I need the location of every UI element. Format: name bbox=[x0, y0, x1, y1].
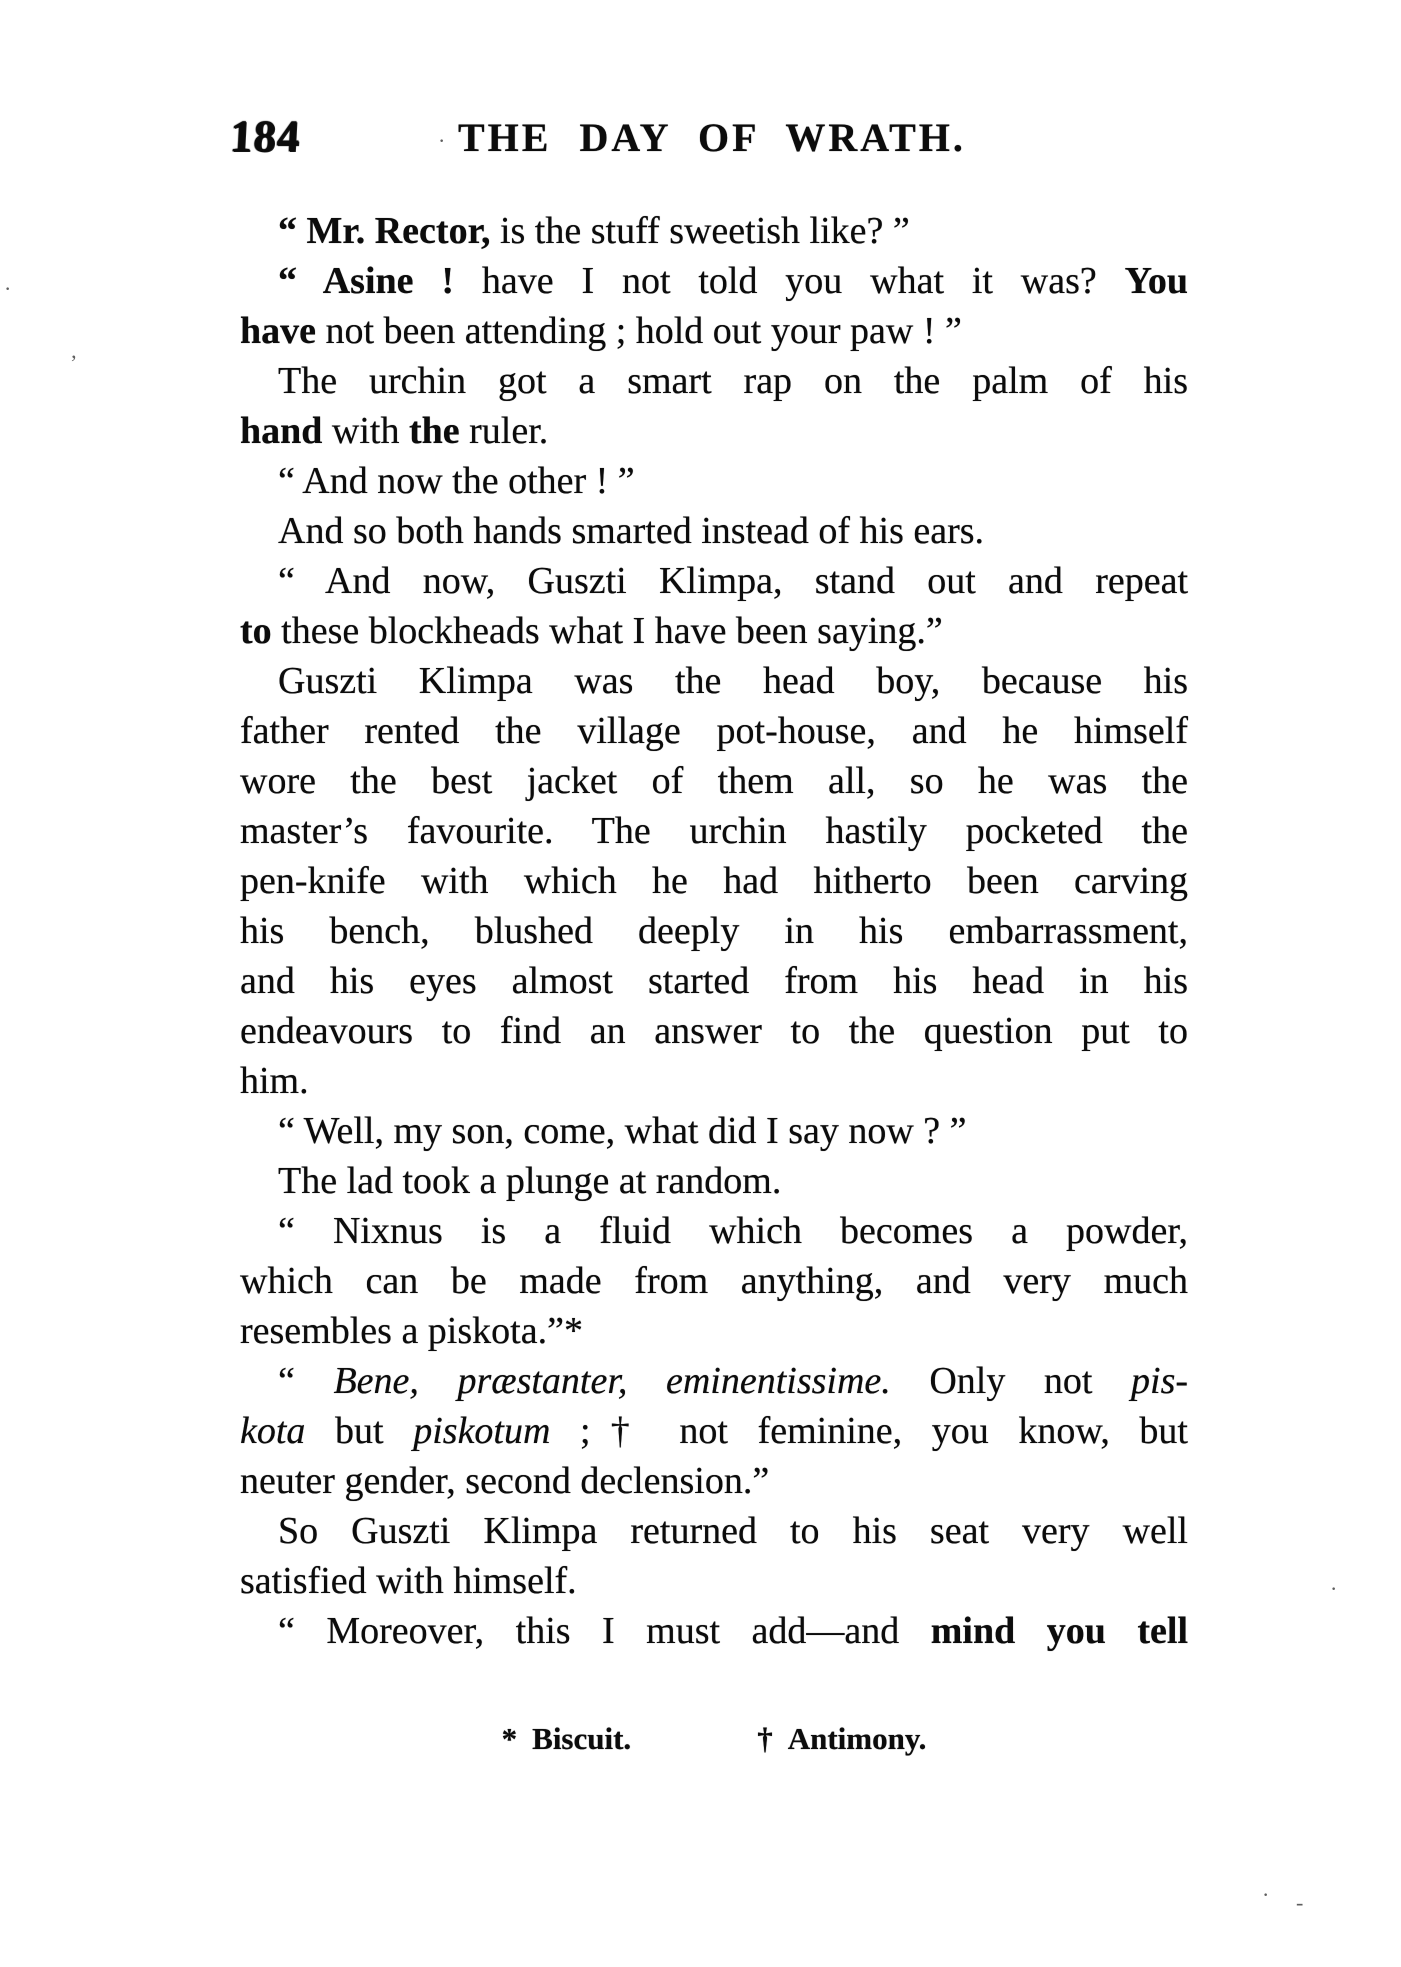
text-segment: his bench, blushed deeply in his embarrassment, bbox=[240, 910, 1188, 952]
text-segment: “ Nixnus is a fluid which becomes a powder, bbox=[278, 1210, 1188, 1252]
text-segment: and his eyes almost started from his head in his bbox=[240, 960, 1188, 1002]
scan-speck: · bbox=[1262, 1882, 1270, 1907]
scan-speck: · bbox=[1330, 1576, 1338, 1601]
text-line bbox=[240, 856, 1188, 906]
text-segment: have I not told you what it was? bbox=[454, 260, 1125, 302]
text-segment: piskotum bbox=[413, 1410, 551, 1452]
text-segment: neuter gender, second declension.” bbox=[240, 1460, 770, 1502]
text-segment: hand bbox=[240, 410, 323, 452]
text-segment: mind you tell bbox=[930, 1610, 1188, 1652]
text-segment: endeavours to find an answer to the question put to bbox=[240, 1010, 1188, 1052]
text-segment: him. bbox=[240, 1060, 309, 1102]
text-line bbox=[240, 456, 1188, 506]
text-segment: the bbox=[408, 410, 460, 452]
footnote bbox=[757, 1721, 926, 1757]
text-line bbox=[240, 506, 1188, 556]
text-line bbox=[240, 756, 1188, 806]
scan-speck: · bbox=[4, 276, 12, 301]
text-segment: ;† not feminine, you know, but bbox=[550, 1410, 1188, 1452]
text-line bbox=[240, 706, 1188, 756]
text-segment: but bbox=[305, 1410, 414, 1452]
text-line bbox=[240, 556, 1188, 606]
scan-speck: ’ bbox=[70, 350, 78, 375]
text-segment: wore the best jacket of them all, so he was the bbox=[240, 760, 1188, 802]
text-segment: And so both hands smarted instead of his ears. bbox=[278, 510, 985, 552]
text-segment: which can be made from anything, and very much bbox=[240, 1260, 1188, 1302]
text-segment: pen-knife with which he had hitherto been carving bbox=[240, 860, 1188, 902]
text-segment: ruler. bbox=[459, 410, 549, 452]
text-segment: father rented the village pot-house, and he himself bbox=[240, 710, 1188, 752]
text-line bbox=[240, 256, 1188, 306]
text-segment: “ And now, Guszti Klimpa, stand out and repeat bbox=[278, 560, 1188, 602]
text-segment: these blockheads what I have been saying.” bbox=[271, 610, 943, 652]
text-segment: kota bbox=[240, 1410, 306, 1452]
page-number: 184 bbox=[228, 111, 302, 161]
text-segment: pis- bbox=[1131, 1360, 1189, 1402]
text-line bbox=[240, 1006, 1188, 1056]
footnote-symbol: † bbox=[757, 1721, 773, 1756]
footnote-symbol: * bbox=[501, 1721, 518, 1756]
text-segment: satisfied with himself. bbox=[240, 1560, 577, 1602]
text-segment: have bbox=[240, 310, 316, 352]
text-segment: Only not bbox=[890, 1360, 1132, 1402]
text-segment: “ bbox=[278, 1360, 334, 1402]
text-segment: to bbox=[240, 610, 272, 652]
text-line bbox=[240, 1306, 1188, 1356]
text-segment: So Guszti Klimpa returned to his seat very well bbox=[278, 1510, 1188, 1552]
text-line bbox=[240, 1106, 1188, 1156]
text-line bbox=[240, 956, 1188, 1006]
text-line bbox=[240, 1256, 1188, 1306]
text-segment: with bbox=[322, 410, 409, 452]
scan-speck: ‐ bbox=[1296, 1890, 1304, 1915]
text-line bbox=[240, 1606, 1188, 1656]
text-line bbox=[240, 1556, 1188, 1606]
text-line bbox=[240, 1456, 1188, 1506]
text-line bbox=[240, 1406, 1188, 1456]
text-line bbox=[240, 1056, 1188, 1106]
text-line bbox=[240, 1206, 1188, 1256]
footnote-label: Antimony. bbox=[787, 1721, 927, 1756]
text-line bbox=[240, 906, 1188, 956]
text-line bbox=[240, 206, 1188, 256]
text-line bbox=[240, 1356, 1188, 1406]
footnote bbox=[502, 1721, 632, 1757]
text-line bbox=[240, 356, 1188, 406]
text-line bbox=[240, 406, 1188, 456]
text-segment: resembles a piskota.”* bbox=[240, 1310, 583, 1352]
text-segment: master’s favourite. The urchin hastily pocketed the bbox=[240, 810, 1188, 852]
text-segment: is the stuff sweetish like? ” bbox=[490, 210, 910, 252]
text-segment: “ And now the other ! ” bbox=[278, 460, 635, 502]
text-line bbox=[240, 606, 1188, 656]
text-line bbox=[240, 306, 1188, 356]
scan-speck: · bbox=[438, 128, 446, 153]
text-line bbox=[240, 806, 1188, 856]
text-segment: Guszti Klimpa was the head boy, because his bbox=[278, 660, 1188, 702]
text-line bbox=[240, 656, 1188, 706]
running-header: THE DAY OF WRATH. bbox=[458, 115, 966, 160]
text-segment: “ Asine ! bbox=[278, 260, 455, 302]
text-segment: Bene, præstanter, eminentissime. bbox=[333, 1360, 891, 1402]
text-segment: not been attending ; hold out your paw ! ” bbox=[316, 310, 962, 352]
text-segment: “ Well, my son, come, what did I say now ? ” bbox=[278, 1110, 967, 1152]
text-segment: The urchin got a smart rap on the palm of his bbox=[278, 360, 1188, 402]
text-segment: “ Moreover, this I must add—and bbox=[278, 1610, 931, 1652]
page-body bbox=[240, 206, 1188, 1656]
footnote-label: Biscuit. bbox=[532, 1721, 632, 1756]
footnotes bbox=[240, 1721, 1188, 1757]
text-segment: You bbox=[1124, 260, 1188, 302]
text-segment: The lad took a plunge at random. bbox=[278, 1160, 782, 1202]
text-line bbox=[240, 1156, 1188, 1206]
text-line bbox=[240, 1506, 1188, 1556]
text-segment: “ Mr. Rector, bbox=[278, 210, 491, 252]
